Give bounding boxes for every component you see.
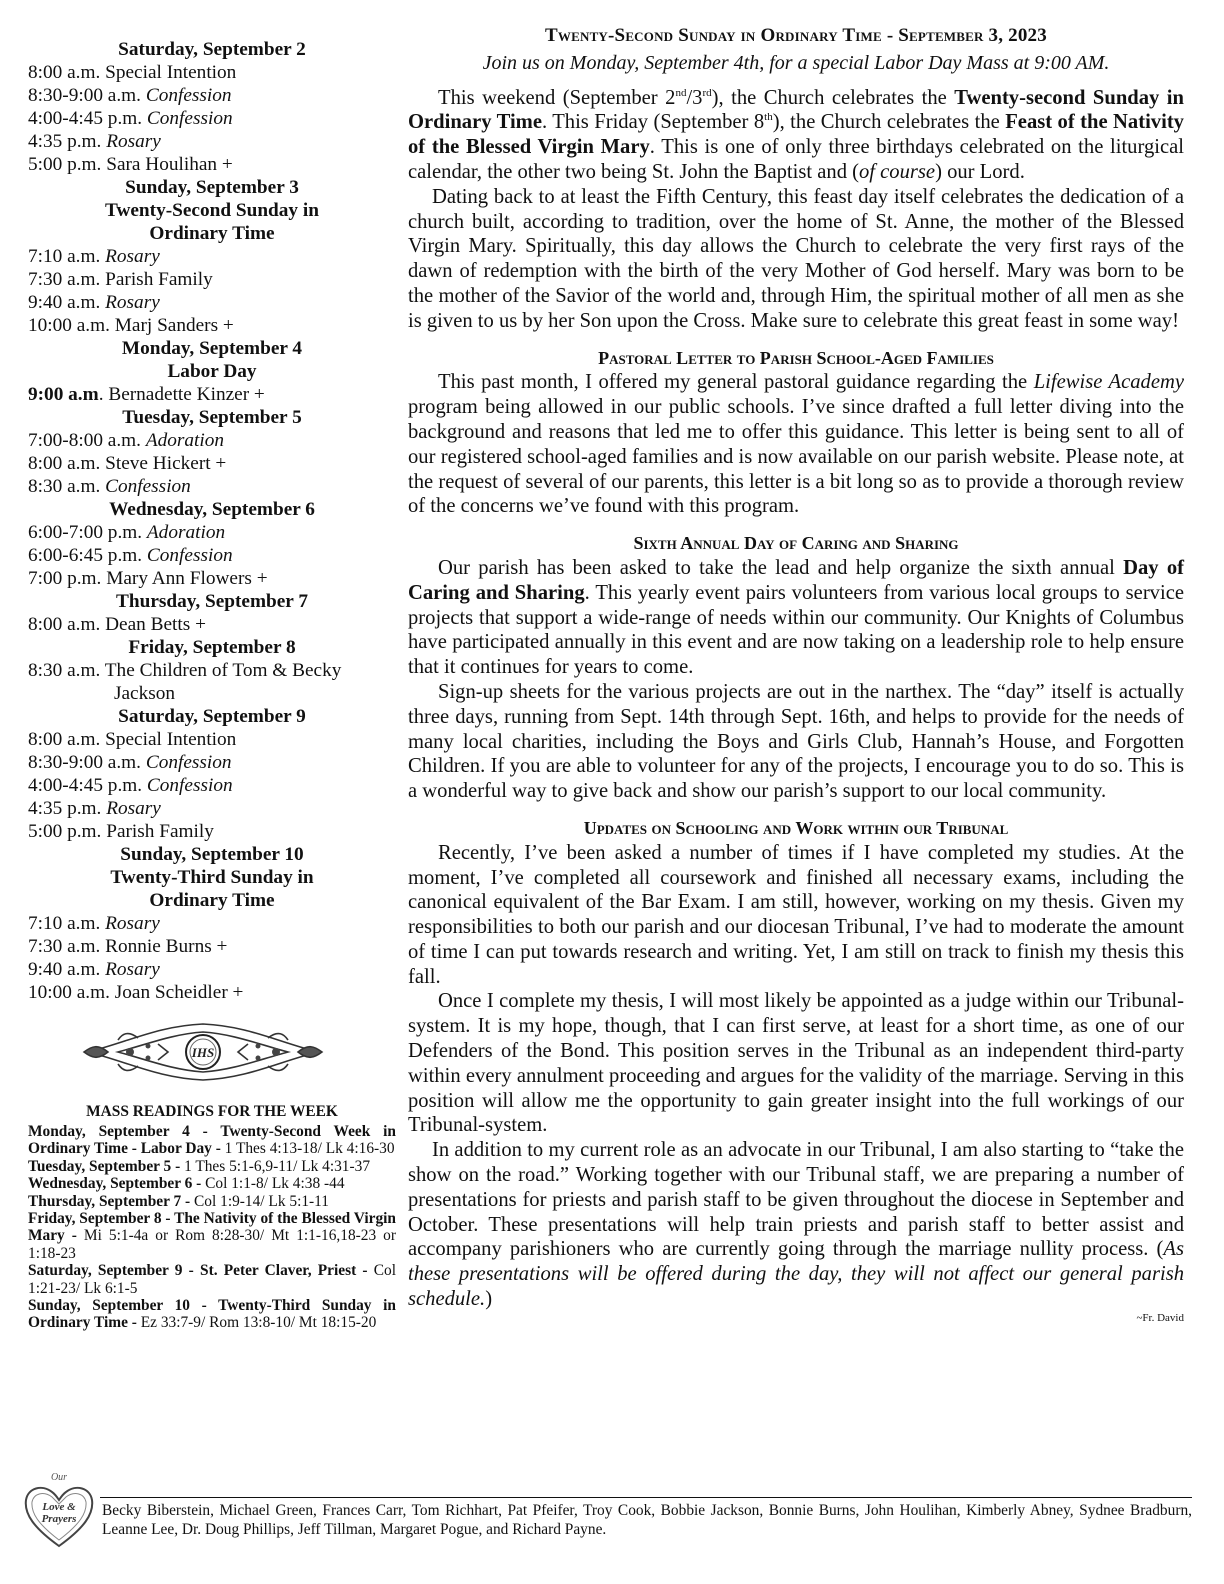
reading-day: Saturday, September 9 - St. Peter Claver, Priest - xyxy=(28,1262,368,1280)
entry-time: 10:00 a.m. xyxy=(28,315,110,336)
entry-intention: Ronnie Burns + xyxy=(105,936,228,957)
schedule-day-subtitle: Ordinary Time xyxy=(149,223,275,244)
schedule-entry xyxy=(28,291,396,314)
entry-time: 7:10 a.m. xyxy=(28,246,101,267)
entry-time: 9:40 a.m. xyxy=(28,959,101,980)
schedule-entry xyxy=(28,61,396,84)
entry-intention: Confession xyxy=(146,775,233,796)
entry-time: 4:00-4:45 p.m. xyxy=(28,775,143,796)
schedule-entry xyxy=(28,544,396,567)
schedule-entry xyxy=(28,751,396,774)
entry-time: 4:35 p.m. xyxy=(28,798,102,819)
page-title: Twenty-Second Sunday in Ordinary Time - September 3, 2023 xyxy=(545,25,1047,46)
reading-refs: 1 Thes 5:1-6,9-11/ Lk 4:31-37 xyxy=(180,1157,371,1175)
entry-time: 10:00 a.m. xyxy=(28,982,110,1003)
reading-day: Friday, September 8 - The Nativity of the Blessed Virgin Mary - xyxy=(28,1210,396,1245)
reading-item xyxy=(28,1297,396,1332)
entry-time: 6:00-7:00 p.m. xyxy=(28,522,143,543)
reading-refs: Ez 33:7-9/ Rom 13:8-10/ Mt 18:15-20 xyxy=(136,1314,377,1332)
schedule-entry xyxy=(28,107,396,130)
entry-time: 4:35 p.m. xyxy=(28,131,102,152)
entry-intention: Dean Betts + xyxy=(105,614,206,635)
entry-intention: Rosary xyxy=(105,913,160,934)
entry-time: 7:00-8:00 a.m. xyxy=(28,430,141,451)
schedule-day-heading: Saturday, September 9 xyxy=(118,706,306,727)
schedule-day-heading: Friday, September 8 xyxy=(128,637,296,658)
entry-time: 8:30-9:00 a.m. xyxy=(28,752,141,773)
schedule-day-subtitle: Labor Day xyxy=(167,361,257,382)
schedule-entry xyxy=(28,429,396,452)
entry-intention: Marj Sanders + xyxy=(114,315,234,336)
reading-refs: Mi 5:1-4a or Rom 8:28-30/ Mt 1:1-16,18-23 or 1:18-23 xyxy=(28,1227,396,1262)
schedule-day-heading: Saturday, September 2 xyxy=(118,39,306,60)
schedule-entry xyxy=(28,912,396,935)
schedule-day-heading: Sunday, September 10 xyxy=(120,844,304,865)
entry-intention: Mary Ann Flowers + xyxy=(106,568,268,589)
prayer-list: Becky Biberstein, Michael Green, Frances Carr, Tom Richhart, Pat Pfeifer, Troy Cook, Bobbie Jackson, Bonnie Burns, John Houlihan, Kimberly Abney, Sydnee Bradburn, Leanne Lee, Dr. Doug Phillips, Jeff Tillman, Margaret Pogue, and Richard Payne. xyxy=(102,1502,1192,1538)
reading-item xyxy=(28,1158,396,1175)
entry-time: 7:30 a.m. xyxy=(28,936,101,957)
schedule-day-heading: Tuesday, September 5 xyxy=(122,407,302,428)
reading-item xyxy=(28,1193,396,1210)
schedule-day-subtitle: Twenty-Third Sunday in xyxy=(110,867,314,888)
schedule-entry: 9:00 a.m. Bernadette Kinzer + xyxy=(28,384,265,405)
schedule-entry xyxy=(28,797,396,820)
entry-time: 6:00-6:45 p.m. xyxy=(28,545,143,566)
schedule-entry xyxy=(28,935,396,958)
pastoral-paragraph: This past month, I offered my general pastoral guidance regarding the Lifewise Academy program being allowed in our public schools. I’ve since drafted a full letter diving into the background and reasons that led me to offer this guidance. This letter is being sent to all of our registered school-aged families and is now available on our parish website. Please note, at the request of several of our parents, this letter is a bit long so as to provide a thorough review of the concerns we’ve found with this program. xyxy=(408,371,1184,518)
entry-time: 8:00 a.m. xyxy=(28,729,101,750)
schedule-entry xyxy=(28,659,396,705)
love-and-prayers-logo xyxy=(20,1466,98,1552)
entry-time: 5:00 p.m. xyxy=(28,821,102,842)
schedule-day-subtitle: Twenty-Second Sunday in xyxy=(105,200,319,221)
schedule-entry xyxy=(28,314,396,337)
entry-intention: Confession xyxy=(146,545,233,566)
schedule-day-heading: Wednesday, September 6 xyxy=(109,499,315,520)
schedule-entry xyxy=(28,958,396,981)
caring-paragraph-2: Sign-up sheets for the various projects are out in the narthex. The “day” itself is actually three days, running from Sept. 14th through Sept. 16th, and helps to provide for the needs of many local charities, including the Boys and Girls Club, Hannah’s House, and Forgotten Children. If you are able to volunteer for any of the projects, I encourage you to do so. This is a wonderful way to give back and show our parish’s support to our local community. xyxy=(408,680,1184,803)
schedule-day-subtitle: Ordinary Time xyxy=(149,890,275,911)
schedule-entry xyxy=(28,245,396,268)
tribunal-heading: Updates on Schooling and Work within our Tribunal xyxy=(583,817,1009,838)
reading-refs: 1 Thes 4:13-18/ Lk 4:16-30 xyxy=(220,1140,395,1158)
caring-heading: Sixth Annual Day of Caring and Sharing xyxy=(633,533,959,554)
readings-list xyxy=(28,1123,396,1332)
entry-intention: Rosary xyxy=(105,246,160,267)
ihs-ornament xyxy=(28,1016,396,1088)
schedule-entry xyxy=(28,774,396,797)
reading-refs: Col 1:9-14/ Lk 5:1-11 xyxy=(190,1192,329,1210)
entry-intention: Rosary xyxy=(105,959,160,980)
tribunal-paragraph-2: Once I complete my thesis, I will most likely be appointed as a judge within our Tribunal-system. It is my hope, though, that I can first serve, at least for a short time, as one of our Defenders of the Bond. This position serves in the Tribunal as an independent third-party within every annulment proceeding and argues for the validity of the marriage. Serving in this position will allow me the opportunity to gain greater insight into the full workings of our Tribunal-system. xyxy=(408,990,1184,1137)
tribunal-paragraph-3: In addition to my current role as an advocate in our Tribunal, I am also starting to “take the show on the road.” Working together with our Tribunal staff, we are preparing a number of presentations for priests and parish staff to be given throughout the diocese in September and October. These presentations will help train priests and parish staff to better assist and accompany parishioners who are currently going through the marriage nullity process. (As these presentations will be offered during the day, they will not affect our general parish schedule.) xyxy=(408,1139,1184,1311)
page-subtitle: Join us on Monday, September 4th, for a special Labor Day Mass at 9:00 AM. xyxy=(482,51,1110,74)
entry-time: 8:30-9:00 a.m. xyxy=(28,85,141,106)
entry-intention: Parish Family xyxy=(106,821,214,842)
pastoral-heading: Pastoral Letter to Parish School-Aged Families xyxy=(598,347,994,368)
footer-divider xyxy=(100,1497,1192,1498)
entry-intention: Special Intention xyxy=(105,729,237,750)
reading-day: Sunday, September 10 - Twenty-Third Sunday in Ordinary Time - xyxy=(28,1297,396,1332)
entry-intention: Adoration xyxy=(145,430,225,451)
schedule-entry xyxy=(28,130,396,153)
entry-intention: Confession xyxy=(146,108,233,129)
entry-intention: Confession xyxy=(145,85,232,106)
entry-intention: Steve Hickert + xyxy=(105,453,227,474)
schedule-entry xyxy=(28,268,396,291)
schedule-entry xyxy=(28,820,396,843)
heart-logo-icon xyxy=(20,1466,98,1552)
schedule-entry xyxy=(28,567,396,590)
schedule-entry xyxy=(28,521,396,544)
schedule-entry xyxy=(28,452,396,475)
entry-intention: Rosary xyxy=(106,131,161,152)
entry-time: 8:30 a.m. xyxy=(28,476,101,497)
reading-item xyxy=(28,1210,396,1262)
entry-intention: Sara Houlihan + xyxy=(106,154,233,175)
schedule-list xyxy=(28,38,396,1004)
entry-time: 9:00 a.m xyxy=(28,384,99,405)
entry-time: 5:00 p.m. xyxy=(28,154,102,175)
reading-day: Thursday, September 7 - xyxy=(28,1192,191,1210)
entry-intention: Confession xyxy=(105,476,191,497)
reading-day: Wednesday, September 6 - xyxy=(28,1175,202,1193)
schedule-day-heading: Thursday, September 7 xyxy=(116,591,308,612)
entry-time: 8:00 a.m. xyxy=(28,62,101,83)
intro-paragraph-1: This weekend (September 2nd/3rd), the Church celebrates the Twenty-second Sunday in Ordinary Time. This Friday (September 8th), the Church celebrates the Feast of the Nativity of the Blessed Virgin Mary. This is one of only three birthdays celebrated on the liturgical calendar, the other two being St. John the Baptist and (of course) our Lord. xyxy=(408,86,1184,183)
entry-time: 9:40 a.m. xyxy=(28,292,101,313)
entry-time: 8:30 a.m. xyxy=(28,660,101,681)
schedule-entry xyxy=(28,613,396,636)
entry-intention: Confession xyxy=(145,752,232,773)
entry-time: 7:10 a.m. xyxy=(28,913,101,934)
entry-time: 4:00-4:45 p.m. xyxy=(28,108,143,129)
reading-item xyxy=(28,1175,396,1192)
entry-time: 8:00 a.m. xyxy=(28,453,101,474)
entry-time: 8:00 a.m. xyxy=(28,614,101,635)
entry-intention: Joan Scheidler + xyxy=(114,982,244,1003)
schedule-entry xyxy=(28,981,396,1004)
entry-intention-continued: Jackson xyxy=(114,683,176,704)
schedule-entry xyxy=(28,153,396,176)
entry-intention: Parish Family xyxy=(105,269,213,290)
schedule-day-heading: Sunday, September 3 xyxy=(125,177,299,198)
ihs-monogram: IHS xyxy=(191,1045,215,1060)
intro-paragraph-2: Dating back to at least the Fifth Century, this feast day itself celebrates the dedication of a church built, according to tradition, over the home of St. Anne, the mother of the Blessed Virgin Mary. Spiritually, this day allows the Church to celebrate the very first rays of the dawn of redemption with the birth of the very Mother of God herself. Mary was born to be the mother of the Savior of the world and, through Him, the spiritual mother of all men as she is given to us by her Son upon the Cross. Make sure to celebrate this great feast in some way! xyxy=(408,185,1184,332)
entry-intention: Rosary xyxy=(106,798,161,819)
svg-text:Prayers: Prayers xyxy=(41,1513,77,1525)
entry-intention: The Children of Tom & Becky xyxy=(104,660,342,681)
reading-refs: Col 1:21-23/ Lk 6:1-5 xyxy=(28,1262,396,1297)
entry-intention: Rosary xyxy=(105,292,160,313)
reading-day: Tuesday, September 5 - xyxy=(28,1157,181,1175)
entry-intention: Special Intention xyxy=(105,62,237,83)
ihs-ornament-icon xyxy=(78,1016,328,1088)
entry-intention: Adoration xyxy=(146,522,226,543)
schedule-day-heading: Monday, September 4 xyxy=(121,338,303,359)
signature: ~Fr. David xyxy=(1136,1311,1184,1324)
entry-time: 7:00 p.m. xyxy=(28,568,102,589)
svg-text:Our: Our xyxy=(50,1472,68,1483)
mass-schedule xyxy=(28,38,396,1332)
caring-paragraph-1: Our parish has been asked to take the lead and help organize the sixth annual Day of Caring and Sharing. This yearly event pairs volunteers from various local groups to service projects that support a wide-range of needs within our community. Our Knights of Columbus have participated annually in this event and are now taking on a leadership role to help ensure that it continues for years to come. xyxy=(408,556,1184,679)
tribunal-paragraph-1: Recently, I’ve been asked a number of times if I have completed my studies. At the moment, I’ve completed all coursework and finished all necessary exams, including the canonical equivalent of the Bar Exam. I am still, however, working on my thesis. Given my responsibilities to both our parish and our diocesan Tribunal, I’ve had to moderate the amount of time I can put towards research and writing. Yet, I am still on track to finish my thesis this fall. xyxy=(408,841,1184,988)
bulletin-main xyxy=(408,24,1184,1324)
svg-text:Love &: Love & xyxy=(42,1501,76,1513)
reading-item xyxy=(28,1262,396,1297)
readings-title: MASS READINGS FOR THE WEEK xyxy=(86,1103,338,1120)
entry-intention: Bernadette Kinzer + xyxy=(108,384,265,405)
schedule-entry xyxy=(28,475,396,498)
schedule-entry xyxy=(28,728,396,751)
entry-time: 7:30 a.m. xyxy=(28,269,101,290)
reading-item xyxy=(28,1123,396,1158)
reading-day: Monday, September 4 - Twenty-Second Week in Ordinary Time - Labor Day - xyxy=(28,1123,396,1158)
reading-refs: Col 1:1-8/ Lk 4:38 -44 xyxy=(201,1175,345,1193)
schedule-entry xyxy=(28,84,396,107)
